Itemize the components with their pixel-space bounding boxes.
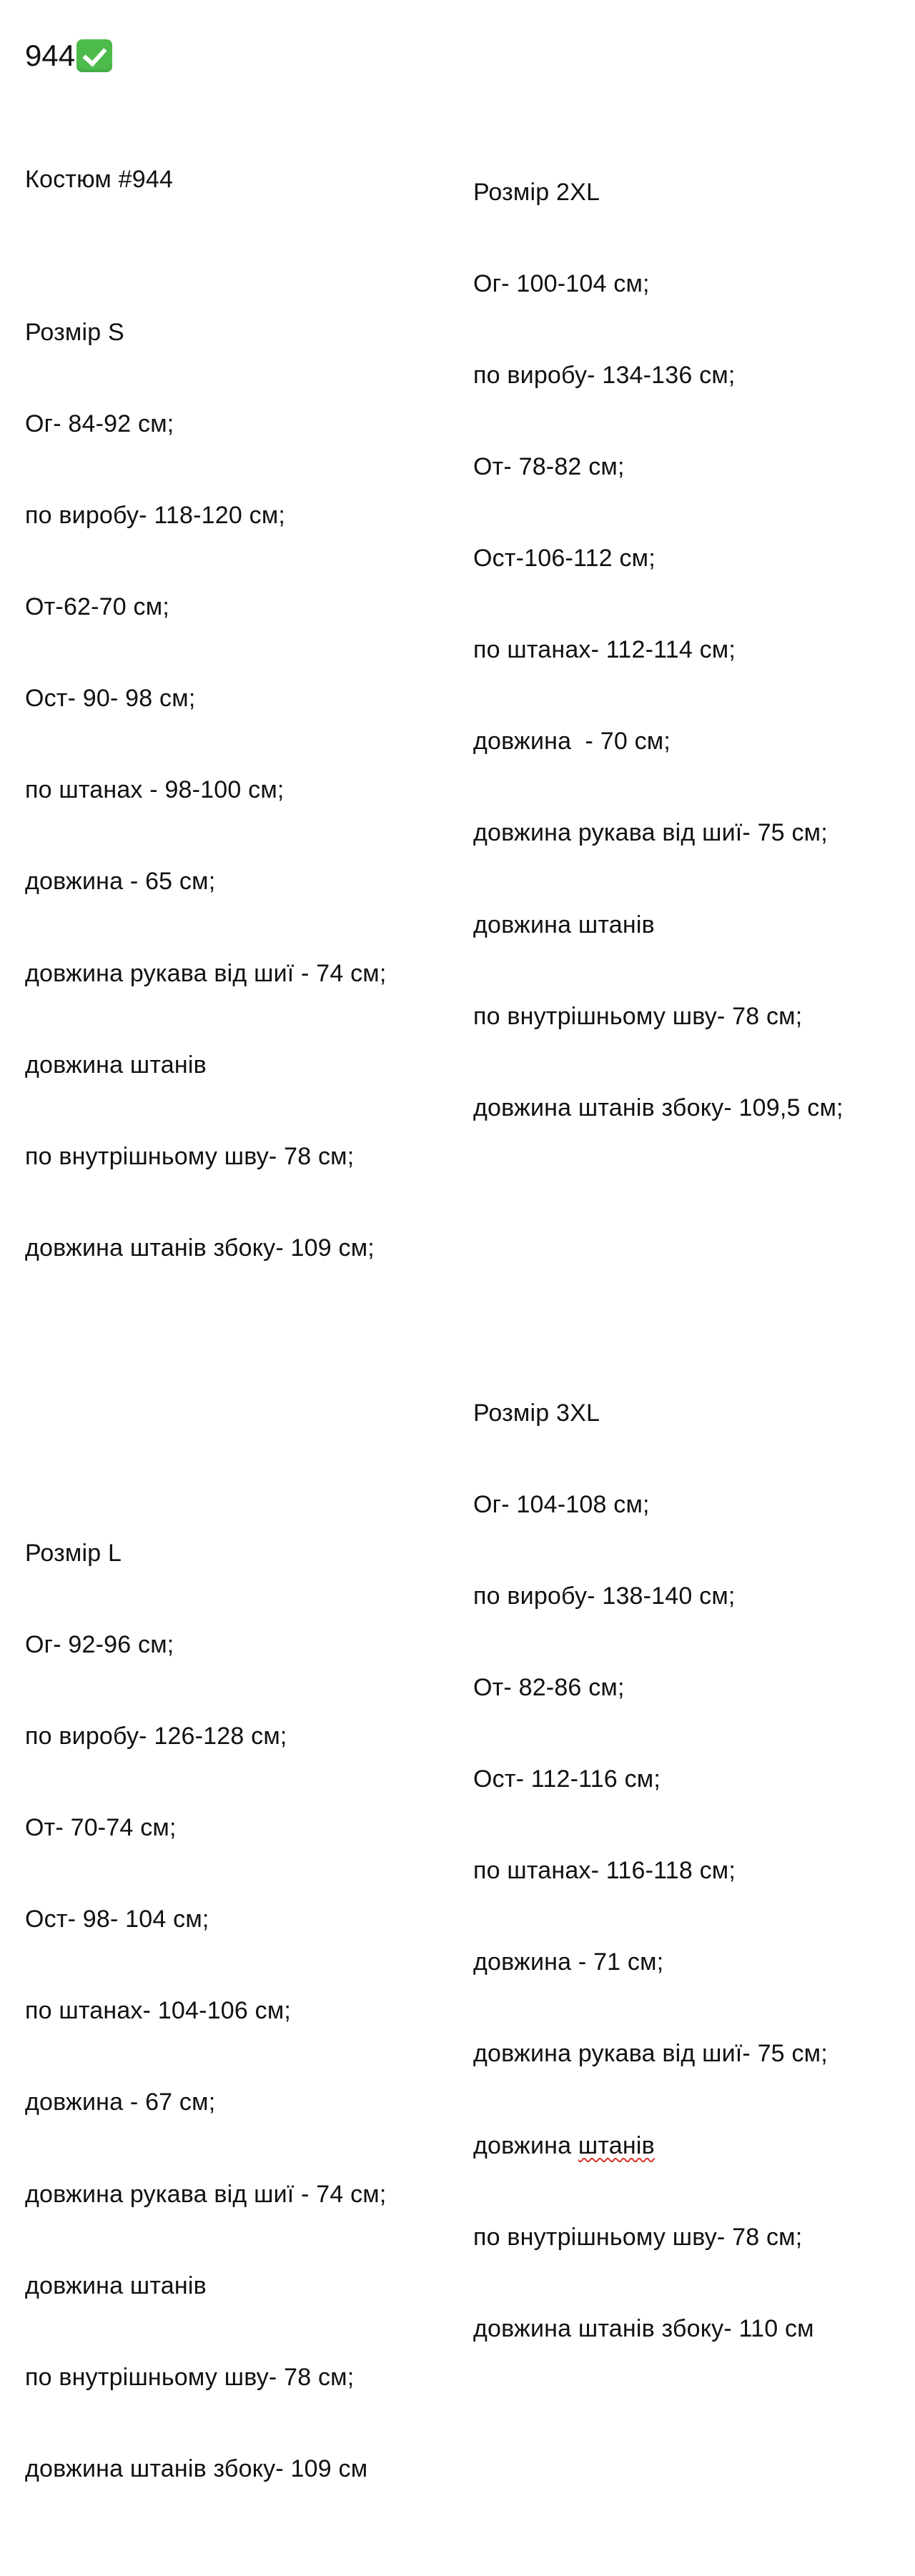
measurement-line: по виробу- 126-128 см; bbox=[25, 1723, 287, 1750]
measurement-line: Ог- 100-104 см; bbox=[473, 269, 650, 297]
document-title bbox=[25, 37, 112, 74]
size-l-section bbox=[25, 1477, 454, 2545]
size-2xl-section bbox=[473, 116, 902, 1184]
measurement-line: по виробу- 118-120 см; bbox=[25, 502, 286, 530]
measurement-line: по внутрішньому шву- 78 см; bbox=[25, 2363, 355, 2391]
measurement-line: От- 70-74 см; bbox=[25, 1814, 177, 1842]
measurement-line: довжина - 67 см; bbox=[25, 2089, 216, 2116]
measurement-line: Ост-106-112 см; bbox=[473, 545, 656, 573]
measurement-line: по внутрішньому шву- 78 см; bbox=[473, 1002, 803, 1030]
size-heading: Розмір L bbox=[25, 1539, 122, 1567]
measurement-line: От- 78-82 см; bbox=[473, 453, 625, 481]
measurement-line: От- 82-86 см; bbox=[473, 1674, 625, 1702]
measurement-line: довжина рукава від шиї- 75 см; bbox=[473, 819, 828, 847]
measurement-line-prefix: довжина bbox=[473, 2131, 578, 2159]
measurement-line: довжина штанів bbox=[25, 1051, 207, 1079]
misspelled-word[interactable]: штанів bbox=[578, 2131, 655, 2159]
right-column bbox=[473, 55, 902, 2435]
left-column bbox=[25, 104, 454, 2576]
measurement-line: Ог- 92-96 см; bbox=[25, 1630, 174, 1658]
article-number: 944 bbox=[25, 39, 76, 72]
measurement-line: Ост- 90- 98 см; bbox=[25, 685, 196, 713]
size-3xl-section bbox=[473, 1337, 902, 2404]
measurement-line: довжина штанів збоку- 110 см bbox=[473, 2314, 814, 2342]
measurement-line: довжина рукава від шиї - 74 см; bbox=[25, 959, 387, 987]
size-heading: Розмір 3XL bbox=[473, 1399, 600, 1427]
measurement-line: по штанах- 112-114 см; bbox=[473, 636, 736, 664]
measurement-line: по штанах - 98-100 см; bbox=[25, 776, 285, 804]
measurement-line: по внутрішньому шву- 78 см; bbox=[25, 1142, 355, 1170]
measurement-line: по внутрішньому шву- 78 см; bbox=[473, 2223, 803, 2251]
measurement-line: довжина - 65 см; bbox=[25, 868, 216, 896]
product-name: Костюм #944 bbox=[25, 166, 174, 194]
measurement-line: От-62-70 см; bbox=[25, 593, 169, 621]
measurement-line: довжина рукава від шиї- 75 см; bbox=[473, 2040, 828, 2068]
measurement-line: довжина - 70 см; bbox=[473, 728, 671, 756]
measurement-line: довжина штанів bbox=[25, 2272, 207, 2299]
measurement-line: довжина рукава від шиї - 74 см; bbox=[25, 2180, 387, 2208]
measurement-line: Ост- 112-116 см; bbox=[473, 1765, 661, 1793]
size-s-section bbox=[25, 257, 454, 1324]
measurement-line: по виробу- 138-140 см; bbox=[473, 1582, 736, 1610]
spacer bbox=[473, 1245, 902, 1276]
measurement-line: Ог- 84-92 см; bbox=[25, 410, 174, 437]
measurement-line: по виробу- 134-136 см; bbox=[473, 362, 736, 389]
measurement-line: довжина - 71 см; bbox=[473, 1948, 664, 1976]
measurement-line: довжина штанів збоку- 109 см bbox=[25, 2454, 368, 2482]
measurement-line: Ог- 104-108 см; bbox=[473, 1490, 650, 1518]
measurement-line: довжина штанів збоку- 109,5 см; bbox=[473, 1094, 844, 1121]
measurement-line bbox=[473, 2131, 902, 2161]
measurement-line: Ост- 98- 104 см; bbox=[25, 1906, 209, 1933]
check-mark-button-icon bbox=[76, 39, 112, 72]
spacer bbox=[25, 1385, 454, 1416]
measurement-line: довжина штанів збоку- 109 см; bbox=[25, 1234, 375, 1262]
size-heading: Розмір 2XL bbox=[473, 178, 600, 206]
measurement-line: по штанах- 104-106 см; bbox=[25, 1997, 292, 2025]
measurement-line: по штанах- 116-118 см; bbox=[473, 1857, 736, 1885]
measurement-line: довжина штанів bbox=[473, 911, 655, 938]
size-heading: Розмір S bbox=[25, 318, 124, 346]
